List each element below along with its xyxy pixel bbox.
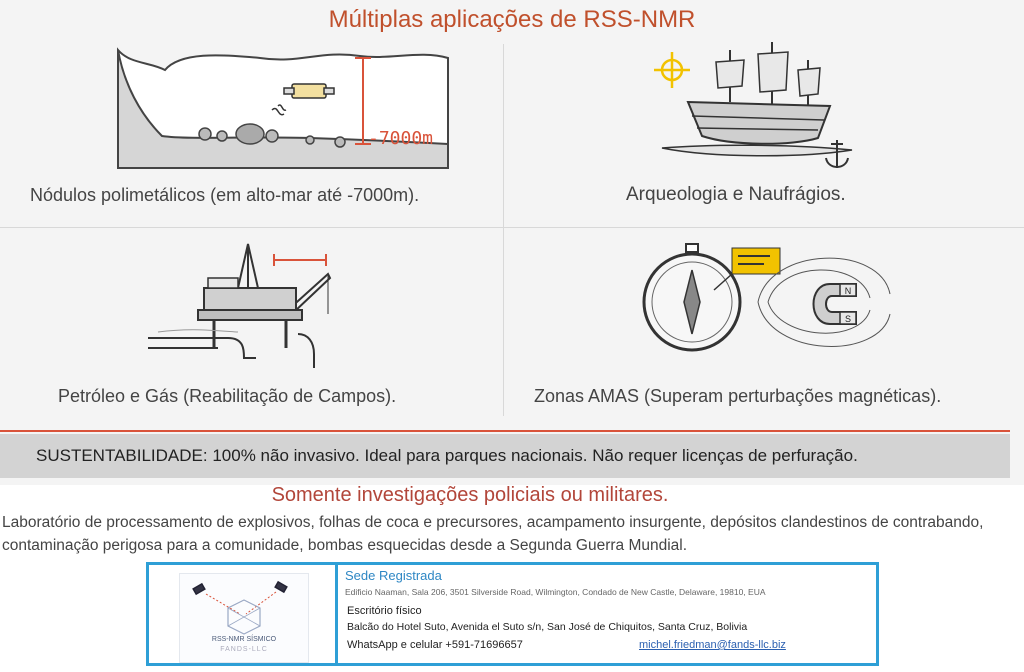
archaeology-caption: Arqueologia e Naufrágios.	[626, 184, 846, 205]
email-link[interactable]: michel.friedman@fands-llc.biz	[639, 639, 786, 651]
target-icon	[654, 52, 690, 88]
police-title: Somente investigações policiais ou militares.	[271, 484, 669, 506]
page-title: Múltiplas aplicações de RSS-NMR	[328, 6, 696, 33]
red-separator	[0, 430, 1010, 432]
shipwreck-illustration	[652, 40, 862, 180]
sede-title: Sede Registrada	[345, 568, 442, 583]
card-divider	[335, 565, 338, 663]
office-address: Balcão do Hotel Suto, Avenida el Suto s/n, San José de Chiquitos, Santa Cruz, Bolivia	[347, 621, 748, 633]
logo-text: RSS-NMR SÍSMICO	[211, 636, 277, 643]
sustainability-banner: SUSTENTABILIDADE: 100% não invasivo. Ideal para parques nacionais. Não requer licenças de perfuração.	[0, 434, 1010, 478]
compass-magnet-illustration	[640, 240, 980, 370]
magnet-south-label: S	[844, 314, 852, 324]
company-logo	[179, 573, 309, 663]
magnet-north-label: N	[844, 286, 852, 296]
anchor-icon	[826, 140, 848, 168]
grid-divider-vertical	[503, 44, 504, 416]
depth-label: -7000m	[368, 128, 434, 149]
office-title: Escritório físico	[347, 605, 422, 617]
logo-subtext: FANDS-LLC	[220, 646, 268, 653]
compass-icon	[644, 244, 740, 350]
seabed-nodules-illustration	[110, 44, 460, 172]
grid-divider-horizontal	[0, 227, 1024, 228]
satellite-logo-icon	[180, 574, 308, 636]
oil-caption: Petróleo e Gás (Reabilitação de Campos).	[58, 386, 397, 406]
amas-caption: Zonas AMAS (Superam perturbações magnéticas).	[534, 386, 942, 406]
oil-platform-illustration	[148, 238, 348, 378]
sede-address: Edificio Naaman, Sala 206, 3501 Silverside Road, Wilmington, Condado de New Castle, Delaware, 19810, EUA	[345, 587, 766, 597]
police-body: Laboratório de processamento de explosivos, folhas de coca e precursores, acampamento insurgente, depósitos clandestinos de contrabando, contaminação perigosa para a comunidade, bombas esquecidas desde a Segunda Guerra Mundial.	[2, 514, 984, 554]
nodules-caption: Nódulos polimetálicos (em alto-mar até -7000m).	[30, 185, 420, 205]
contact-card	[146, 562, 879, 666]
whatsapp-number: WhatsApp e celular +591-71696657	[347, 639, 523, 651]
